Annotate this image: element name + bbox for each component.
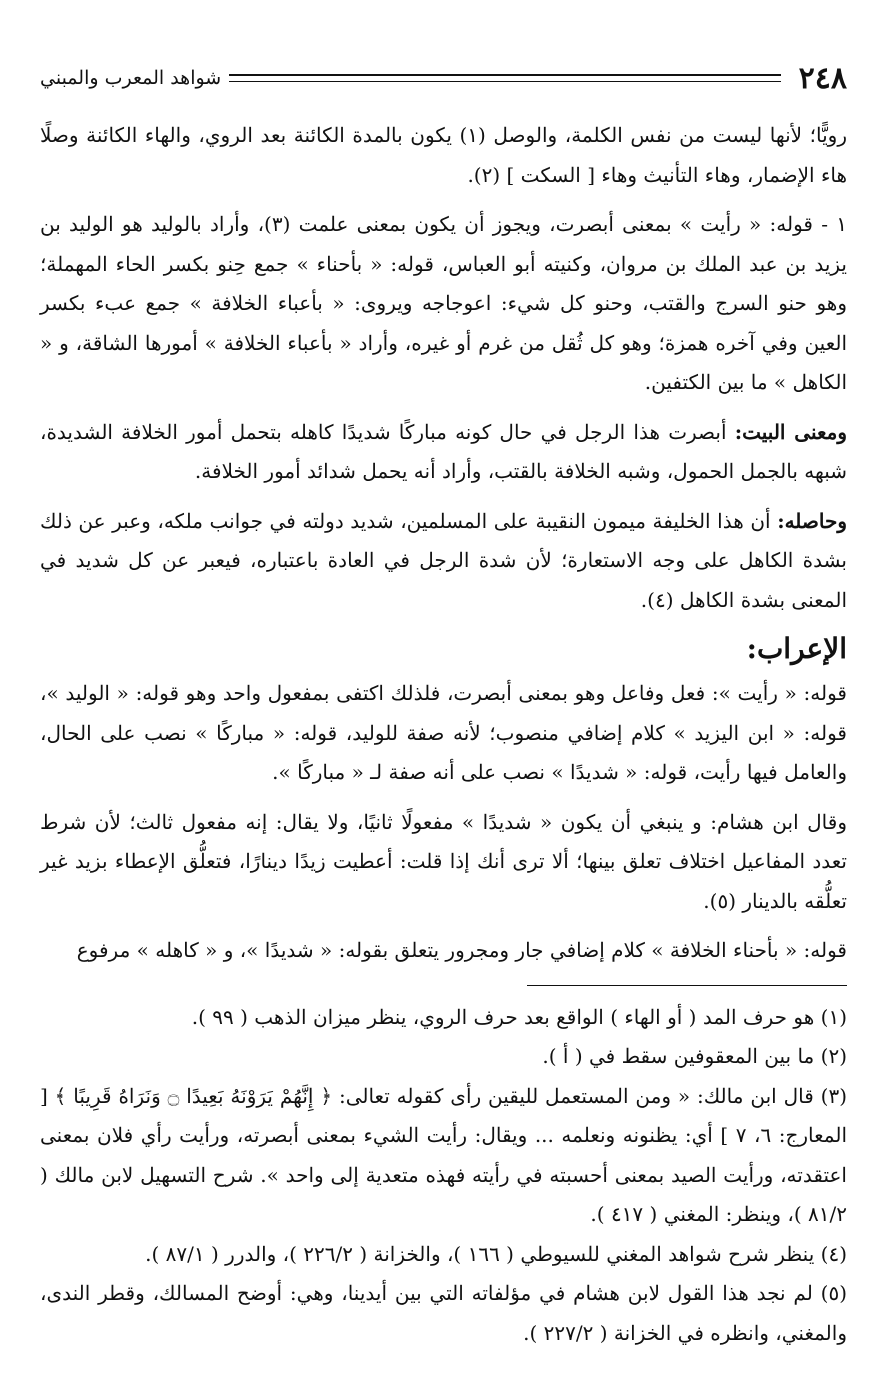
summary-lead: وحاصله: xyxy=(777,508,848,533)
footnotes xyxy=(40,998,847,1354)
section-heading-irab: الإعراب: xyxy=(746,632,847,665)
paragraph-irab-3: قوله: « بأحناء الخلافة » كلام إضافي جار ومجرور يتعلق بقوله: « شديدًا »، و « كاهله » مرفوع xyxy=(76,938,847,962)
footnote-4: (٤) ينظر شرح شواهد المغني للسيوطي ( ١٦٦ )، والخزانة ( ٢٢٦/٢ )، والدرر ( ٨٧/١ ). xyxy=(145,1241,847,1266)
main-text xyxy=(40,116,847,971)
paragraph-meaning xyxy=(40,413,847,492)
paragraph-irab-2: وقال ابن هشام: و ينبغي أن يكون « شديدًا » مفعولًا ثانيًا، ولا يقال: إنه مفعول ثالث؛ لأن شرط تعدد المفاعيل اختلاف تعلق بينها؛ ألا ترى أنك إذا قلت: أعطيت زيدًا دينارًا، فتعلُّق الإعطاء بزيد غير تعلُّقه بالدينار (٥). xyxy=(40,809,847,913)
running-title: شواهد المعرب والمبني xyxy=(40,67,222,89)
footnote-separator xyxy=(527,985,847,986)
footnote-1: (١) هو حرف المد ( أو الهاء ) الواقع بعد حرف الروي، ينظر ميزان الذهب ( ٩٩ ). xyxy=(191,1004,847,1029)
paragraph-summary xyxy=(40,502,847,621)
meaning-lead: ومعنى البيت: xyxy=(734,419,847,444)
header-rule xyxy=(229,74,780,82)
paragraph-irab-1: قوله: « رأيت »: فعل وفاعل وهو بمعنى أبصرت، فلذلك اكتفى بمفعول واحد وهو قوله: « الوليد »، قوله: « ابن اليزيد » كلام إضافي منصوب؛ لأنه صفة للوليد، قوله: « مباركًا » نصب على الحال، والعامل فيها رأيت، قوله: « شديدًا » نصب على أنه صفة لـ « مباركًا ». xyxy=(40,681,847,784)
paragraph-2: ١ - قوله: « رأيت » بمعنى أبصرت، ويجوز أن يكون بمعنى علمت (٣)، وأراد بالوليد هو الوليد بن يزيد بن عبد الملك بن مروان، وكنيته أبو العباس، قوله: « بأحناء » جمع حِنو بكسر الحاء المهملة؛ وهو حنو السرج والقتب، وحنو كل شيء: اعوجاجه ويروى: « بأعباء الخلافة » جمع عبء بكسر العين وفي آخره همزة؛ وهو كل ثُقل من غرم أو غيره، وأراد « بأعباء الخلافة » أمورها الشاقة، و « الكاهل » ما بين الكتفين. xyxy=(40,212,847,394)
footnote-3: (٣) قال ابن مالك: « ومن المستعمل لليقين رأى كقوله تعالى: ﴿ إِنَّهُمْ يَرَوْنَهُ بَعِيدًا ۝ وَنَرَاهُ قَرِيبًا ﴾ [ المعارج: ٦، ٧ ] أي: يظنونه ونعلمه ... ويقال: رأيت الشيء بمعنى أبصرته، ورأيت رأي فلان بمعنى اعتقدته، ورأيت الصيد بمعنى أحسبته في رأيته فهذه متعدية إلى واحد ». شرح التسهيل لابن مالك ( ٨١/٢ )، وينظر: المغني ( ٤١٧ ). xyxy=(40,1083,847,1226)
paragraph-1: رويًّا؛ لأنها ليست من نفس الكلمة، والوصل (١) يكون بالمدة الكائنة بعد الروي، والهاء الكائنة وصلًا هاء الإضمار، وهاء التأنيث وهاء [ السكت ] (٢). xyxy=(40,123,847,187)
summary-text: أن هذا الخليفة ميمون النقيبة على المسلمين، شديد دولته في جوانب ملكه، وعبر عن ذلك بشدة الكاهل على وجه الاستعارة؛ لأن شدة الرجل في العادة باعتباره، فيعبر عن كل شديد في المعنى بشدة الكاهل (٤). xyxy=(40,508,847,612)
running-header xyxy=(40,56,847,100)
page-number: ٢٤٨ xyxy=(798,60,847,96)
footnote-5: (٥) لم نجد هذا القول لابن هشام في مؤلفاته التي بين أيدينا، وهي: أوضح المسالك، وقطر الندى، والمغني، وانظره في الخزانة ( ٢٢٧/٢ ). xyxy=(40,1281,847,1345)
footnote-2: (٢) ما بين المعقوفين سقط في ( أ ). xyxy=(542,1044,847,1068)
meaning-text: أبصرت هذا الرجل في حال كونه مباركًا شديدًا كاهله بتحمل أمور الخلافة الشديدة، شبهه بالجمل الحمول، وشبه الخلافة بالقتب، وأراد أنه يحمل شدائد أمور الخلافة. xyxy=(40,419,847,483)
